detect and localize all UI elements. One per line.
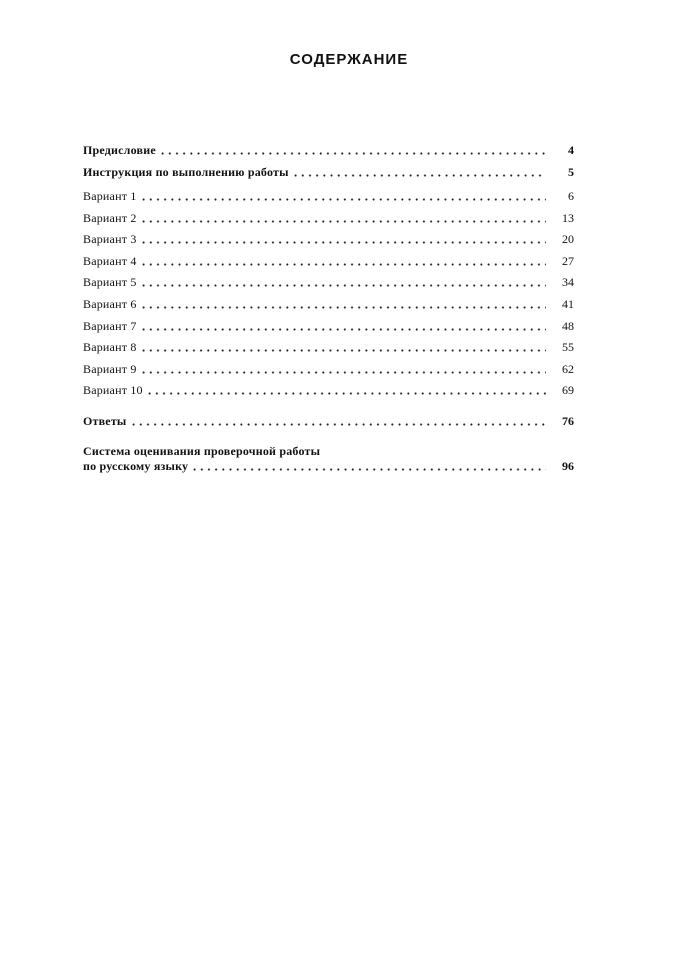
- toc-entry-label: Вариант 8: [83, 340, 137, 354]
- toc-entry-label: Ответы: [83, 414, 127, 428]
- toc-entry-page: 62: [562, 362, 574, 376]
- toc-entry-variant-2[interactable]: [83, 210, 574, 226]
- page-title: СОДЕРЖАНИЕ: [289, 51, 409, 68]
- toc-entry-label: по русскому языку: [83, 459, 189, 473]
- dot-leader: [159, 145, 546, 155]
- toc-entry-variant-4[interactable]: [83, 253, 574, 269]
- table-of-contents: [83, 0, 574, 970]
- toc-entry-variant-7[interactable]: [83, 318, 574, 334]
- dot-leader: [140, 342, 546, 352]
- toc-entry-label: Вариант 2: [83, 211, 137, 225]
- toc-entry-label: Вариант 5: [83, 275, 137, 289]
- toc-entry-page: 27: [562, 254, 574, 268]
- dot-leader: [140, 299, 546, 309]
- toc-entry-page: 34: [562, 275, 574, 289]
- toc-entry-page: 13: [562, 211, 574, 225]
- toc-entry-grading[interactable]: [83, 458, 574, 474]
- toc-entry-variant-1[interactable]: [83, 188, 574, 204]
- dot-leader: [140, 277, 546, 287]
- toc-entry-page: 6: [568, 189, 574, 203]
- dot-leader: [140, 364, 546, 374]
- toc-entry-preface[interactable]: [83, 142, 574, 158]
- dot-leader: [140, 234, 546, 244]
- dot-leader: [130, 416, 547, 426]
- toc-entry-page: 41: [562, 297, 574, 311]
- toc-entry-variant-10[interactable]: [83, 382, 574, 398]
- toc-entry-variant-3[interactable]: [83, 231, 574, 247]
- toc-entry-page: 4: [568, 143, 574, 157]
- toc-entry-page: 20: [562, 232, 574, 246]
- dot-leader: [146, 385, 546, 395]
- dot-leader: [140, 321, 546, 331]
- toc-entry-variant-6[interactable]: [83, 296, 574, 312]
- dot-leader: [292, 167, 546, 177]
- dot-leader: [140, 213, 546, 223]
- dot-leader: [191, 461, 546, 471]
- toc-entry-label: Вариант 9: [83, 362, 137, 376]
- toc-entry-label: Предисловие: [83, 143, 156, 157]
- toc-entry-label: Вариант 6: [83, 297, 137, 311]
- toc-entry-page: 69: [562, 383, 574, 397]
- toc-entry-label: Вариант 1: [83, 189, 137, 203]
- toc-entry-page: 48: [562, 319, 574, 333]
- toc-entry-variant-8[interactable]: [83, 339, 574, 355]
- toc-entry-label: Вариант 7: [83, 319, 137, 333]
- toc-entry-instructions[interactable]: [83, 164, 574, 180]
- dot-leader: [140, 191, 546, 201]
- toc-entry-variant-9[interactable]: [83, 361, 574, 377]
- toc-entry-grading-line1[interactable]: Система оценивания проверочной работы: [83, 444, 321, 458]
- toc-entry-label: Инструкция по выполнению работы: [83, 165, 289, 179]
- toc-entry-label: Вариант 10: [83, 383, 143, 397]
- toc-entry-page: 5: [568, 165, 574, 179]
- toc-entry-label: Вариант 3: [83, 232, 137, 246]
- toc-entry-variant-5[interactable]: [83, 274, 574, 290]
- toc-entry-page: 55: [562, 340, 574, 354]
- toc-entry-page: 76: [562, 414, 574, 428]
- toc-entry-answers[interactable]: [83, 413, 574, 429]
- dot-leader: [140, 256, 546, 266]
- toc-entry-page: 96: [562, 459, 574, 473]
- toc-entry-label: Вариант 4: [83, 254, 137, 268]
